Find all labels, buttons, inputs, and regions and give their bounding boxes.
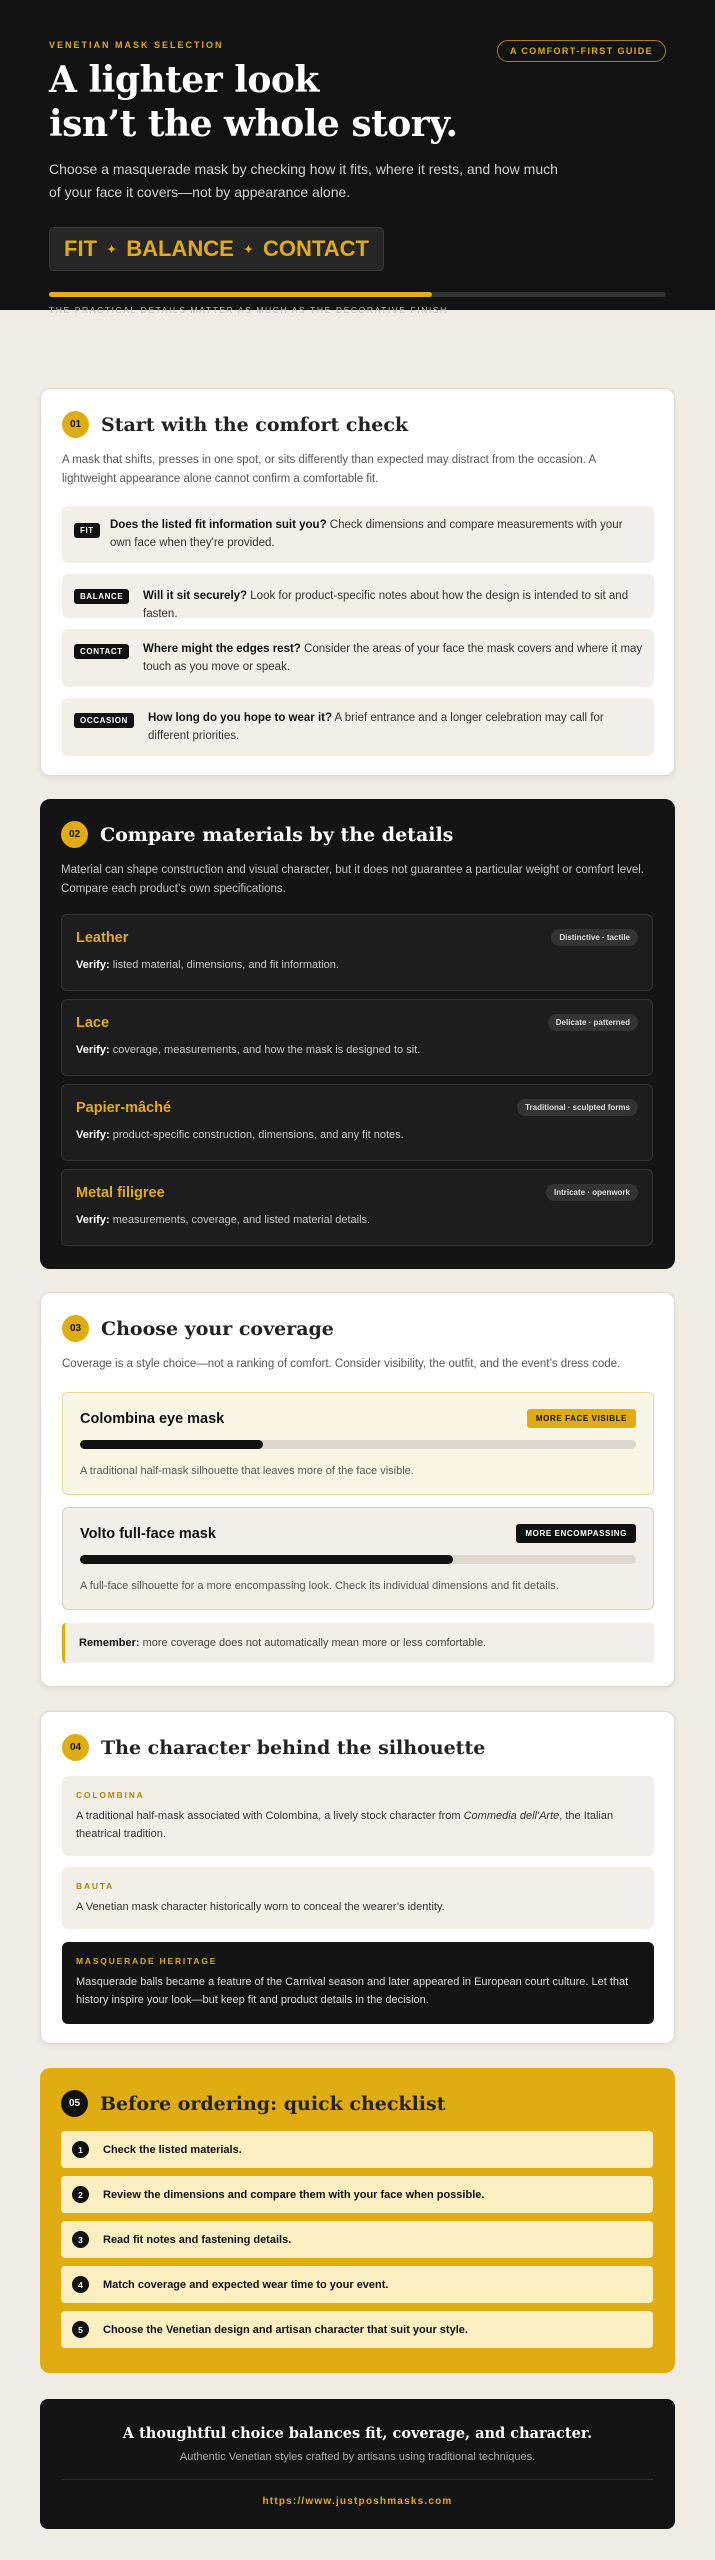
card-header bbox=[62, 1734, 485, 1761]
comfort-item-balance bbox=[62, 574, 654, 618]
checklist-number: 3 bbox=[72, 2231, 89, 2248]
coverage-badge: MORE ENCOMPASSING bbox=[516, 1524, 636, 1543]
checklist-number: 2 bbox=[72, 2186, 89, 2203]
card-header bbox=[61, 821, 453, 848]
coverage-level-bar bbox=[80, 1440, 636, 1449]
coverage-name: Colombina eye mask bbox=[80, 1411, 225, 1427]
comfort-tag: CONTACT bbox=[74, 644, 129, 659]
checklist-number: 4 bbox=[72, 2276, 89, 2293]
step-number-badge: 03 bbox=[62, 1315, 89, 1342]
checklist-text: Match coverage and expected wear time to your event. bbox=[103, 2278, 389, 2291]
keyword-fit: FIT bbox=[64, 236, 97, 261]
hero-progress-fill bbox=[49, 292, 432, 297]
hero-title-line1: A lighter look bbox=[49, 59, 319, 101]
character-desc: A Venetian mask character historically worn to conceal the wearer’s identity. bbox=[76, 1901, 445, 1913]
coverage-level-fill bbox=[80, 1440, 263, 1449]
character-bauta bbox=[62, 1867, 654, 1929]
comfort-item-contact bbox=[62, 629, 654, 687]
material-row-leather bbox=[61, 914, 653, 991]
materials-card bbox=[40, 799, 675, 1269]
footer-title: A thoughtful choice balances fit, coverage, and character. bbox=[122, 2425, 593, 2442]
material-verify: Verify: listed material, dimensions, and fit information. bbox=[76, 959, 339, 971]
comfort-item-text: Does the listed fit information suit you? Check dimensions and compare measurements with your own face when they're provided. bbox=[110, 519, 623, 549]
card-title: The character behind the silhouette bbox=[101, 1736, 486, 1759]
coverage-level-fill bbox=[80, 1555, 453, 1564]
keyword-contact: CONTACT bbox=[263, 236, 369, 261]
checklist-text: Choose the Venetian design and artisan character that suit your style. bbox=[103, 2323, 468, 2336]
material-badge: Intricate · openwork bbox=[546, 1184, 638, 1201]
comfort-item-text: How long do you hope to wear it? A brief entrance and a longer celebration may call for different priorities. bbox=[148, 712, 604, 742]
comfort-check-card bbox=[40, 388, 675, 776]
sparkle-icon: ✦ bbox=[243, 243, 253, 256]
material-badge: Traditional · sculpted forms bbox=[517, 1099, 638, 1116]
card-intro: Material can shape construction and visual character, but it does not guarantee a particular weight or comfort level. Compare each product’s own specifications. bbox=[61, 864, 644, 895]
material-name: Papier-mâché bbox=[76, 1100, 172, 1116]
character-label: COLOMBINA bbox=[76, 1790, 145, 1800]
checklist-item bbox=[61, 2131, 653, 2168]
step-number-badge: 01 bbox=[62, 411, 89, 438]
checklist-card bbox=[40, 2068, 675, 2373]
card-title: Start with the comfort check bbox=[101, 413, 409, 436]
hero-section bbox=[0, 0, 715, 315]
step-number-badge: 05 bbox=[61, 2090, 88, 2117]
character-colombina bbox=[62, 1776, 654, 1856]
card-intro: A mask that shifts, presses in one spot, or sits differently than expected may distract from the occasion. A lightweight appearance alone cannot confirm a comfortable fit. bbox=[62, 454, 596, 485]
remember-note: Remember: more coverage does not automatically mean more or less comfortable. bbox=[62, 1623, 654, 1663]
comfort-tag: BALANCE bbox=[74, 589, 129, 604]
material-row-papier-mache bbox=[61, 1084, 653, 1161]
hero-title-line2: isn’t the whole story. bbox=[49, 103, 458, 145]
material-name: Leather bbox=[76, 930, 129, 946]
footer-subtitle: Authentic Venetian styles crafted by artisans using traditional techniques. bbox=[179, 2451, 536, 2463]
character-desc: Masquerade balls became a feature of the Carnival season and later appeared in European court culture. Let that history inspire your look—but keep fit and product details in the decision. bbox=[76, 1976, 629, 2006]
checklist-text: Read fit notes and fastening details. bbox=[103, 2233, 292, 2246]
card-title: Before ordering: quick checklist bbox=[100, 2092, 446, 2115]
material-name: Metal filigree bbox=[76, 1185, 165, 1201]
hero-footnote: THE PRACTICAL DETAILS MATTER AS MUCH AS THE DECORATIVE FINISH bbox=[49, 305, 448, 315]
material-verify: Verify: measurements, coverage, and listed material details. bbox=[76, 1214, 371, 1226]
material-row-lace bbox=[61, 999, 653, 1076]
checklist-item bbox=[61, 2266, 653, 2303]
character-masquerade-heritage bbox=[62, 1942, 654, 2024]
character-label: MASQUERADE HERITAGE bbox=[76, 1956, 218, 1966]
fit-balance-contact-banner bbox=[49, 227, 384, 271]
comfort-item-occasion bbox=[62, 698, 654, 756]
card-title: Compare materials by the details bbox=[100, 823, 454, 846]
card-header bbox=[62, 411, 408, 438]
comfort-item-fit bbox=[62, 506, 654, 563]
step-number-badge: 04 bbox=[62, 1734, 89, 1761]
checklist-item bbox=[61, 2221, 653, 2258]
coverage-desc: A full-face silhouette for a more encompassing look. Check its individual dimensions and fit details. bbox=[80, 1580, 559, 1592]
material-badge: Delicate · patterned bbox=[548, 1014, 638, 1031]
material-badge: Distinctive · tactile bbox=[551, 929, 638, 946]
checklist-item bbox=[61, 2311, 653, 2348]
comfort-item-text: Where might the edges rest? Consider the areas of your face the mask covers and where it may touch as you move or speak. bbox=[143, 643, 643, 673]
comfort-tag: OCCASION bbox=[74, 713, 134, 728]
coverage-card bbox=[40, 1292, 675, 1687]
coverage-option-volto bbox=[62, 1507, 654, 1610]
sparkle-icon: ✦ bbox=[107, 243, 117, 256]
material-verify: Verify: product-specific construction, dimensions, and any fit notes. bbox=[76, 1129, 404, 1141]
guide-pill: A COMFORT-FIRST GUIDE bbox=[497, 40, 666, 62]
step-number-badge: 02 bbox=[61, 821, 88, 848]
coverage-desc: A traditional half-mask silhouette that leaves more of the face visible. bbox=[80, 1465, 414, 1477]
material-name: Lace bbox=[76, 1015, 110, 1031]
checklist-number: 5 bbox=[72, 2321, 89, 2338]
material-row-metal-filigree bbox=[61, 1169, 653, 1246]
comfort-item-text: Will it sit securely? Look for product-specific notes about how the design is intended to sit and fasten. bbox=[143, 590, 629, 620]
hero-eyebrow: VENETIAN MASK SELECTION bbox=[49, 40, 224, 50]
hero-subtitle: Choose a masquerade mask by checking how it fits, where it rests, and how much of your face it covers—not by appearance alone. bbox=[49, 161, 558, 200]
hero-title bbox=[49, 58, 569, 146]
character-card bbox=[40, 1711, 675, 2044]
footer-website-link[interactable]: https://www.justposhmasks.com bbox=[262, 2496, 453, 2507]
coverage-badge: MORE FACE VISIBLE bbox=[527, 1409, 636, 1428]
footer-divider bbox=[62, 2479, 653, 2480]
comfort-tag: FIT bbox=[74, 523, 100, 538]
coverage-option-colombina bbox=[62, 1392, 654, 1495]
material-verify: Verify: coverage, measurements, and how the mask is designed to sit. bbox=[76, 1044, 421, 1056]
checklist-item bbox=[61, 2176, 653, 2213]
keyword-balance: BALANCE bbox=[126, 236, 234, 261]
character-label: BAUTA bbox=[76, 1881, 115, 1891]
card-title: Choose your coverage bbox=[101, 1317, 334, 1340]
card-header bbox=[61, 2090, 446, 2117]
hero-progress-bar bbox=[49, 292, 666, 297]
coverage-level-bar bbox=[80, 1555, 636, 1564]
character-desc: A traditional half-mask associated with Colombina, a lively stock character from Commedia dell'Arte, the Italian theatrical tradition. bbox=[76, 1810, 614, 1840]
card-intro: Coverage is a style choice—not a ranking of comfort. Consider visibility, the outfit, and the event’s dress code. bbox=[62, 1358, 621, 1370]
card-header bbox=[62, 1315, 334, 1342]
coverage-name: Volto full-face mask bbox=[80, 1526, 216, 1542]
footer bbox=[40, 2399, 675, 2529]
checklist-text: Check the listed materials. bbox=[103, 2143, 242, 2156]
checklist-text: Review the dimensions and compare them with your face when possible. bbox=[103, 2188, 485, 2201]
checklist-number: 1 bbox=[72, 2141, 89, 2158]
